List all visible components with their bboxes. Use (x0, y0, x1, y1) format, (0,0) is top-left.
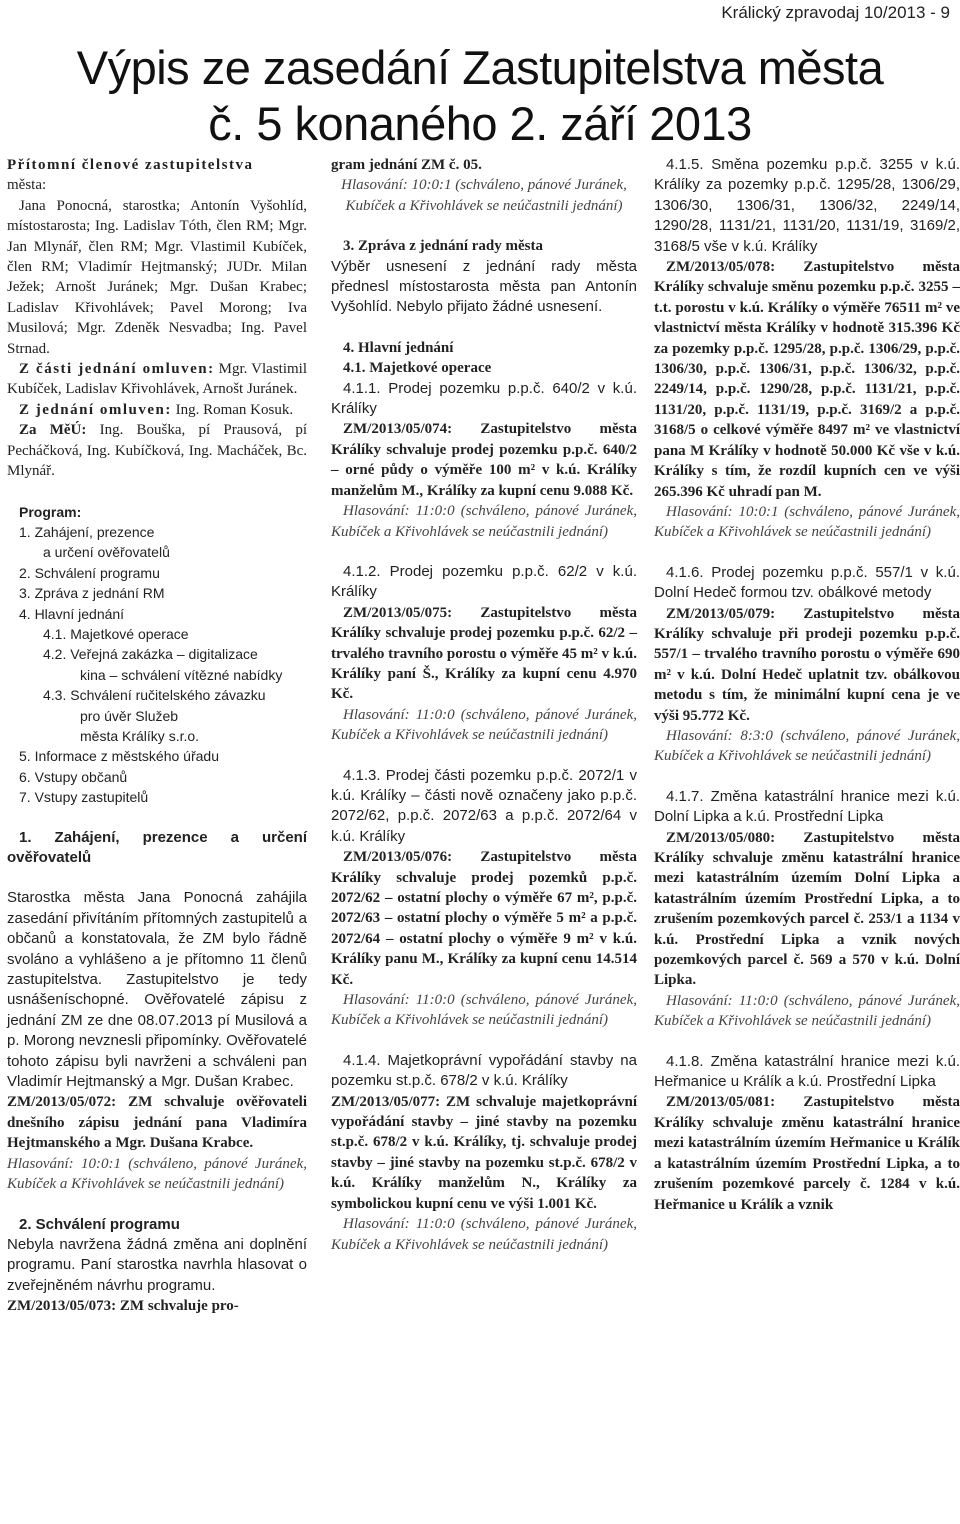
title-line-2: č. 5 konaného 2. září 2013 (208, 97, 752, 150)
s412-heading: 4.1.2. Prodej pozemku p.p.č. 62/2 v k.ú. Králíky (331, 562, 637, 601)
s416-heading: 4.1.6. Prodej pozemku p.p.č. 557/1 v k.ú. Dolní Hedeč formou tzv. obálkové metody (654, 563, 960, 602)
present-label-2: města: (7, 177, 47, 194)
s1-resolution: ZM/2013/05/072: ZM schvaluje ověřovateli dnešního zápisu jednání pana Vladimíra Hejtmanského a Mgr. Dušana Krabce. (7, 1094, 307, 1152)
column-2 (331, 155, 637, 1255)
program-item: města Králíky s.r.o. (80, 727, 200, 744)
s414-vote: Hlasování: 11:0:0 (schváleno, pánové Juránek, Kubíček a Křivohlávek se neúčastnili jednání) (331, 1216, 637, 1253)
meu-label: Za MěÚ: (19, 422, 87, 439)
s1-vote: Hlasování: 10:0:1 (schváleno, pánové Juránek, Kubíček a Křivohlávek se neúčastnili jednání) (7, 1155, 307, 1193)
s2-vote: Hlasování: 10:0:1 (schváleno, pánové Juránek, Kubíček a Křivohlávek se neúčastnili jednání) (341, 177, 627, 214)
page-title (0, 40, 960, 152)
partial-text: Mgr. Vlastimil Kubíček, Ladislav Křivohlávek, Arnošt Juránek. (7, 361, 307, 398)
s415-resolution: ZM/2013/05/078: Zastupitelstvo města Králíky schvaluje směnu pozemku p.p.č. 3255 – t.t. porostu v k.ú. Králíky o výměře 76511 m² ve vlastnictví města Králíky v hodnotě 315.396 Kč za pozemky p.p.č. 1295/28, p.p.č. 1306/29, p.p.č. 1306/30, p.p.č. 1306/31, p.p.č. 1306/32, p.p.č. 2249/14, p.p.č. 1290/28, p.p.č. 1131/21, p.p.č. 1131/20, p.p.č. 1131/19, p.p.č. 3169/2 a p.p.č. 3168/5 o celkové výměře 8497 m² ve vlastnictví pana M Králíky v hodnotě 50.000 Kč vše v k.ú. Králíky s tím, že rozdíl kupních cen ve výši 265.396 Kč uhradí pan M. (654, 259, 960, 500)
title-line-1: Výpis ze zasedání Zastupitelstva města (76, 41, 884, 94)
s413-resolution: ZM/2013/05/076: Zastupitelstvo města Králíky schvaluje prodej pozemků p.p.č. 2072/62 – ostatní plochy o výměře 67 m², p.p.č. 2072/63 – ostatní plochy o výměře 5 m² a p.p.č. 2072/64 – ostatní plochy o výměře 9 m² v k.ú. Králíky panu M., Králíky za kupní cenu 14.514 Kč. (331, 849, 637, 988)
program-item: 5. Informace z městského úřadu (19, 748, 219, 765)
program-item: 4.2. Veřejná zakázka – digitalizace (43, 646, 258, 663)
s414-heading: 4.1.4. Majetkoprávní vypořádání stavby na pozemku st.p.č. 678/2 v k.ú. Králíky (331, 1051, 637, 1090)
program-label: Program: (19, 503, 82, 520)
program-item: 4.3. Schválení ručitelského závazku (43, 687, 266, 704)
s412-resolution: ZM/2013/05/075: Zastupitelstvo města Králíky schvaluje prodej pozemku p.p.č. 62/2 – trvalého travního porostu o výměře 45 m² v k.ú. Králíky paní Š., Králíky za kupní cenu 4.970 Kč. (331, 604, 637, 703)
present-label: Přítomní členové zastupitelstva (7, 157, 254, 173)
column-1 (7, 155, 307, 1317)
meu (7, 420, 307, 481)
partial-label: Z části jednání omluven: (19, 361, 215, 378)
s2-heading: 2. Schválení programu (19, 1215, 180, 1233)
s1-heading: 1. Zahájení, prezence a určení ověřovatelů (7, 828, 307, 866)
program-item: 3. Zpráva z jednání RM (19, 585, 165, 602)
s417-resolution: ZM/2013/05/080: Zastupitelstvo města Králíky schvaluje změnu katastrální hranice mezi katastrálním územím Dolní Lipka a katastrálním územím Prostřední Lipka, a to zrušením pozemkových parcel č. 253/1 a 1134 v k.ú. Prostřední Lipka a vznik nových pozemkových parcel č. 569 a 570 v k.ú. Dolní Lipka. (654, 829, 960, 989)
program-list (7, 502, 307, 808)
s418-resolution: ZM/2013/05/081: Zastupitelstvo města Králíky schvaluje změnu katastrální hranice mezi katastrálním územím Heřmanice u Králík a katastrálním územím Prostřední Lipka, a to zrušením pozemkové parcely č. 1284 v k.ú. Heřmanice u Králík a vznik (654, 1094, 960, 1213)
s414-resolution: ZM/2013/05/077: ZM schvaluje majetkoprávní vypořádání stavby – jiné stavby na pozemku st.p.č. 678/2 v k.ú. Králíky, tj. schvaluje prodej stavby – jiné stavby na pozemku st.p.č. 678/2 v k.ú. Králíky manželům N., Králíky za symbolickou kupní cenu ve výši 1.001 Kč. (331, 1093, 637, 1212)
column-3 (654, 155, 960, 1215)
program-item: 7. Vstupy zastupitelů (19, 789, 149, 806)
program-item: a určení ověřovatelů (43, 544, 170, 561)
s417-vote: Hlasování: 11:0:0 (schváleno, pánové Juránek, Kubíček a Křivohlávek se neúčastnili jednání) (654, 992, 960, 1030)
s411-vote: Hlasování: 11:0:0 (schváleno, pánové Juránek, Kubíček a Křivohlávek se neúčastnili jednání) (331, 503, 637, 540)
program-item: 4. Hlavní jednání (19, 605, 125, 622)
s416-vote: Hlasování: 8:3:0 (schváleno, pánové Juránek, Kubíček a Křivohlávek se neúčastnili jednání) (654, 727, 960, 765)
program-item: 6. Vstupy občanů (19, 768, 128, 785)
s413-heading: 4.1.3. Prodej části pozemku p.p.č. 2072/1 v k.ú. Králíky – části nově označeny jako p.p.č. 2072/62, p.p.č. 2072/63 a p.p.č. 2072/64 v k.ú. Králíky (331, 766, 637, 845)
s4-heading: 4. Hlavní jednání (343, 339, 454, 356)
excused-label: Z jednání omluven: (19, 401, 172, 418)
page-header: Králický zpravodaj 10/2013 - 9 (721, 3, 950, 22)
s418-heading: 4.1.8. Změna katastrální hranice mezi k.ú. Heřmanice u Králík a k.ú. Prostřední Lipka (654, 1052, 960, 1091)
program-items (19, 522, 307, 808)
s3-heading: 3. Zpráva z jednání rady města (343, 238, 543, 255)
s411-resolution: ZM/2013/05/074: Zastupitelstvo města Králíky schvaluje prodej pozemku p.p.č. 640/2 – orné půdy o výměře 100 m² v k.ú. Králíky manželům M., Králíky za kupní cenu 9.088 Kč. (331, 421, 637, 499)
program-item: 4.1. Majetkové operace (43, 625, 189, 642)
program-item: 2. Schválení programu (19, 564, 160, 581)
s415-vote: Hlasování: 10:0:1 (schváleno, pánové Juránek, Kubíček a Křivohlávek se neúčastnili jednání) (654, 503, 960, 541)
s2-resolution: ZM/2013/05/073: ZM schvaluje pro- (7, 1298, 239, 1315)
s411-heading: 4.1.1. Prodej pozemku p.p.č. 640/2 v k.ú. Králíky (331, 379, 637, 418)
meu-text: Ing. Bouška, pí Prausová, pí Pecháčková, Ing. Kubíčková, Ing. Macháček, Bc. Mlynář. (7, 422, 307, 480)
s413-vote: Hlasování: 11:0:0 (schváleno, pánové Juránek, Kubíček a Křivohlávek se neúčastnili jednání) (331, 992, 637, 1029)
s415-heading: 4.1.5. Směna pozemku p.p.č. 3255 v k.ú. Králíky za pozemky p.p.č. 1295/28, 1306/29, 1306/30, 1306/31, 1306/32, 2249/14, 1290/28, 1131/21, 1131/20, 1131/19, 3169/2, 3168/5 vše v k.ú. Králíky (654, 156, 960, 255)
s2-resolution-cont: gram jednání ZM č. 05. (331, 157, 482, 173)
program-item: kina – schválení vítězné nabídky (80, 666, 283, 683)
s417-heading: 4.1.7. Změna katastrální hranice mezi k.ú. Dolní Lipka a k.ú. Prostřední Lipka (654, 787, 960, 826)
excused-text: Ing. Roman Kosuk. (175, 401, 294, 418)
s41-heading: 4.1. Majetkové operace (343, 360, 492, 377)
partial-excused (7, 359, 307, 400)
s1-text: Starostka města Jana Ponocná zahájila zasedání přivítáním přítomných zastupitelů a občanů a konstatovala, že ZM bylo řádně svoláno a vyhlášeno a je přítomno 11 členů zastupitelstva. Zastupitelstvo je tedy usnášeníschopné. Ověřovatelé zápisu z jednání ZM ze dne 08.07.2013 pí Musilová a p. Morong nevznesli připomínky. Ověřovatelé tohoto zápisu byli navrženi a schváleni pan Vladimír Hejtmanský a Mgr. Dušan Krabec. (7, 889, 307, 1091)
s3-text: Výběr usnesení z jednání rady města přednesl místostarosta města pan Antonín Vyšohlíd. Nebylo přijato žádné usnesení. (331, 257, 637, 316)
excused (7, 400, 307, 420)
program-item: pro úvěr Služeb (80, 707, 179, 724)
program-item: 1. Zahájení, prezence (19, 523, 155, 540)
s412-vote: Hlasování: 11:0:0 (schváleno, pánové Juránek, Kubíček a Křivohlávek se neúčastnili jednání) (331, 706, 637, 744)
s416-resolution: ZM/2013/05/079: Zastupitelstvo města Králíky schvaluje při prodeji pozemku p.p.č. 557/1 – trvalého travního porostu o výměře 690 m² v k.ú. Dolní Hedeč uplatnit tzv. obálkovou metodu s tím, že minimální kupní cena je ve výši 95.772 Kč. (654, 605, 960, 724)
present-list: Jana Ponocná, starostka; Antonín Vyšohlíd, místostarosta; Ing. Ladislav Tóth, člen RM; Mgr. Jan Mlynář, člen RM; Mgr. Vlastimil Kubíček, člen RM; Vladimír Hejtmanský; JUDr. Milan Ježek; Arnošt Juránek; Mgr. Dušan Krabec; Ladislav Křivohlávek; Pavel Morong; Iva Musilová; Mgr. Zdeněk Nesvadba; Ing. Pavel Strnad. (7, 197, 307, 357)
s2-text: Nebyla navržena žádná změna ani doplnění programu. Paní starostka navrhla hlasovat o zveřejněném návrhu programu. (7, 1235, 307, 1294)
